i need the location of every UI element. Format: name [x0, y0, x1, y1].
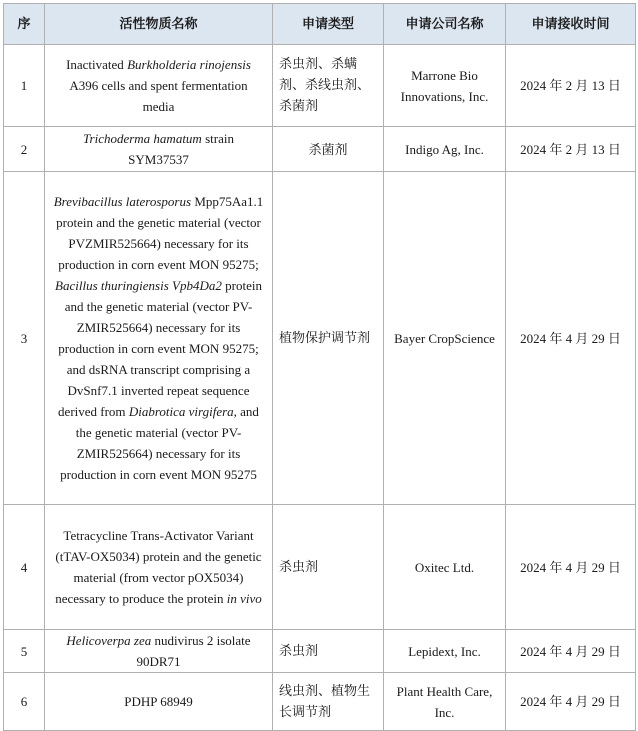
- date-cell: 2024 年 4 月 29 日: [506, 172, 636, 505]
- company-cell: Indigo Ag, Inc.: [384, 127, 506, 172]
- type-cell: 植物保护调节剂: [273, 172, 384, 505]
- company-cell: Plant Health Care, Inc.: [384, 673, 506, 731]
- substance-text: and the genetic material (vector PV-ZMIR525664) necessary for its production in corn event MON 95275: [60, 404, 259, 482]
- table-row: [4, 630, 636, 673]
- species-name-text: Trichoderma hamatum: [83, 131, 202, 146]
- row-number: 2: [4, 127, 45, 172]
- header-row: [4, 4, 636, 45]
- company-cell: Oxitec Ltd.: [384, 505, 506, 630]
- substance-text: PDHP 68949: [124, 694, 193, 709]
- registration-table: [3, 3, 636, 731]
- type-cell: 线虫剂、植物生长调节剂: [273, 673, 384, 731]
- header-no: 序: [4, 4, 45, 45]
- substance-text: Mpp75Aa1.1 protein and the genetic material (vector PVZMIR525664) necessary for its production in corn event MON 95275;: [56, 194, 264, 272]
- species-name-text: Bacillus thuringiensis Vpb4Da2: [55, 278, 222, 293]
- table-row: [4, 45, 636, 127]
- date-cell: 2024 年 4 月 29 日: [506, 673, 636, 731]
- type-cell: 杀虫剂: [273, 630, 384, 673]
- species-name-text: Diabrotica virgifera,: [128, 404, 237, 419]
- header-substance: 活性物质名称: [45, 4, 273, 45]
- substance-cell: [45, 505, 273, 630]
- header-date: 申请接收时间: [506, 4, 636, 45]
- row-number: 3: [4, 172, 45, 505]
- substance-text: Tetracycline Trans-Activator Variant (tTAV-OX5034) protein and the genetic material (from vector pOX5034) necessary to produce the protein: [55, 528, 262, 606]
- table-row: [4, 673, 636, 731]
- substance-cell: [45, 673, 273, 731]
- company-cell: Bayer CropScience: [384, 172, 506, 505]
- table-row: [4, 172, 636, 505]
- row-number: 5: [4, 630, 45, 673]
- species-name-text: in vivo: [226, 591, 262, 606]
- species-name-text: Helicoverpa zea: [66, 633, 152, 648]
- substance-cell: [45, 630, 273, 673]
- date-cell: 2024 年 4 月 29 日: [506, 630, 636, 673]
- company-cell: Lepidext, Inc.: [384, 630, 506, 673]
- row-number: 1: [4, 45, 45, 127]
- header-company: 申请公司名称: [384, 4, 506, 45]
- type-cell: 杀菌剂: [273, 127, 384, 172]
- substance-cell: [45, 172, 273, 505]
- substance-text: A396 cells and spent fermentation media: [69, 78, 248, 114]
- header-type: 申请类型: [273, 4, 384, 45]
- type-cell: 杀虫剂、杀螨剂、杀线虫剂、杀菌剂: [273, 45, 384, 127]
- date-cell: 2024 年 4 月 29 日: [506, 505, 636, 630]
- substance-text: Inactivated: [66, 57, 128, 72]
- date-cell: 2024 年 2 月 13 日: [506, 45, 636, 127]
- row-number: 6: [4, 673, 45, 731]
- substance-text: protein and the genetic material (vector PV-ZMIR525664) necessary for its production in corn event MON 95275; and dsRNA transcript comprising a DvSnf7.1 inverted repeat sequence derived from: [58, 278, 262, 419]
- table-row: [4, 127, 636, 172]
- table-row: [4, 505, 636, 630]
- species-name-text: Brevibacillus laterosporus: [53, 194, 192, 209]
- date-cell: 2024 年 2 月 13 日: [506, 127, 636, 172]
- substance-text: strain SYM37537: [128, 131, 234, 167]
- substance-cell: [45, 127, 273, 172]
- species-name-text: Burkholderia rinojensis: [127, 57, 251, 72]
- row-number: 4: [4, 505, 45, 630]
- company-cell: Marrone Bio Innovations, Inc.: [384, 45, 506, 127]
- substance-cell: [45, 45, 273, 127]
- substance-text: nudivirus 2 isolate 90DR71: [136, 633, 251, 669]
- type-cell: 杀虫剂: [273, 505, 384, 630]
